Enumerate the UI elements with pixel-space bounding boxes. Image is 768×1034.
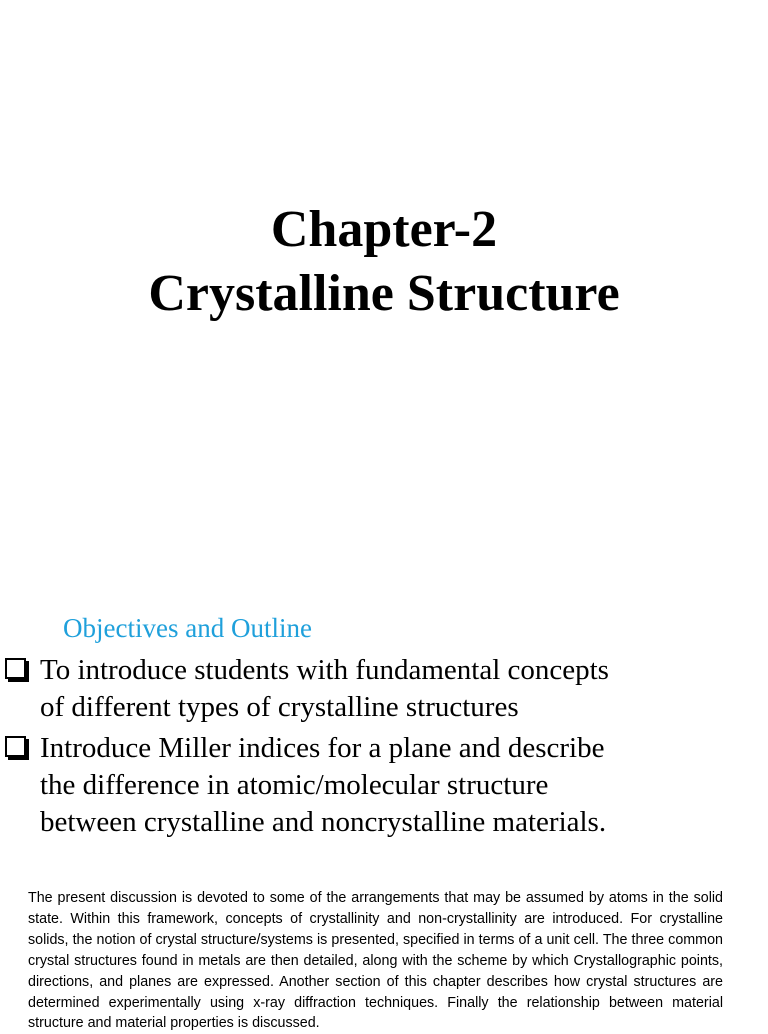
objectives-heading: Objectives and Outline [63, 613, 312, 643]
objective-line: of different types of crystalline structures [40, 691, 519, 723]
chapter-description: The present discussion is devoted to some of the arrangements that may be assumed by atoms in the solid state. Within this framework, concepts of crystallinity and non-crystallinity are introduced. For crystalline solids, the notion of crystal structure/systems is presented, specified in terms of a unit cell. The three common crystal structures found in metals are then detailed, along with the scheme by which Crystallographic points, directions, and planes are expressed. Another section of this chapter describes how crystal structures are determined experimentally using x-ray diffraction techniques. Finally the relationship between material structure and material properties is discussed. [28, 890, 723, 1032]
objective-line: the difference in atomic/molecular structure [40, 769, 549, 801]
objective-item [0, 652, 768, 726]
objective-line: To introduce students with fundamental concepts [40, 654, 609, 686]
objective-line: between crystalline and noncrystalline materials. [40, 806, 607, 838]
chapter-number: Chapter-2 [270, 201, 498, 258]
objectives-list [0, 652, 768, 845]
chapter-name: Crystalline Structure [148, 265, 620, 322]
chapter-title [0, 198, 768, 326]
checkbox-icon [5, 736, 26, 757]
objective-item [0, 730, 768, 841]
objective-line: Introduce Miller indices for a plane and describe [40, 732, 605, 764]
checkbox-icon [5, 658, 26, 679]
